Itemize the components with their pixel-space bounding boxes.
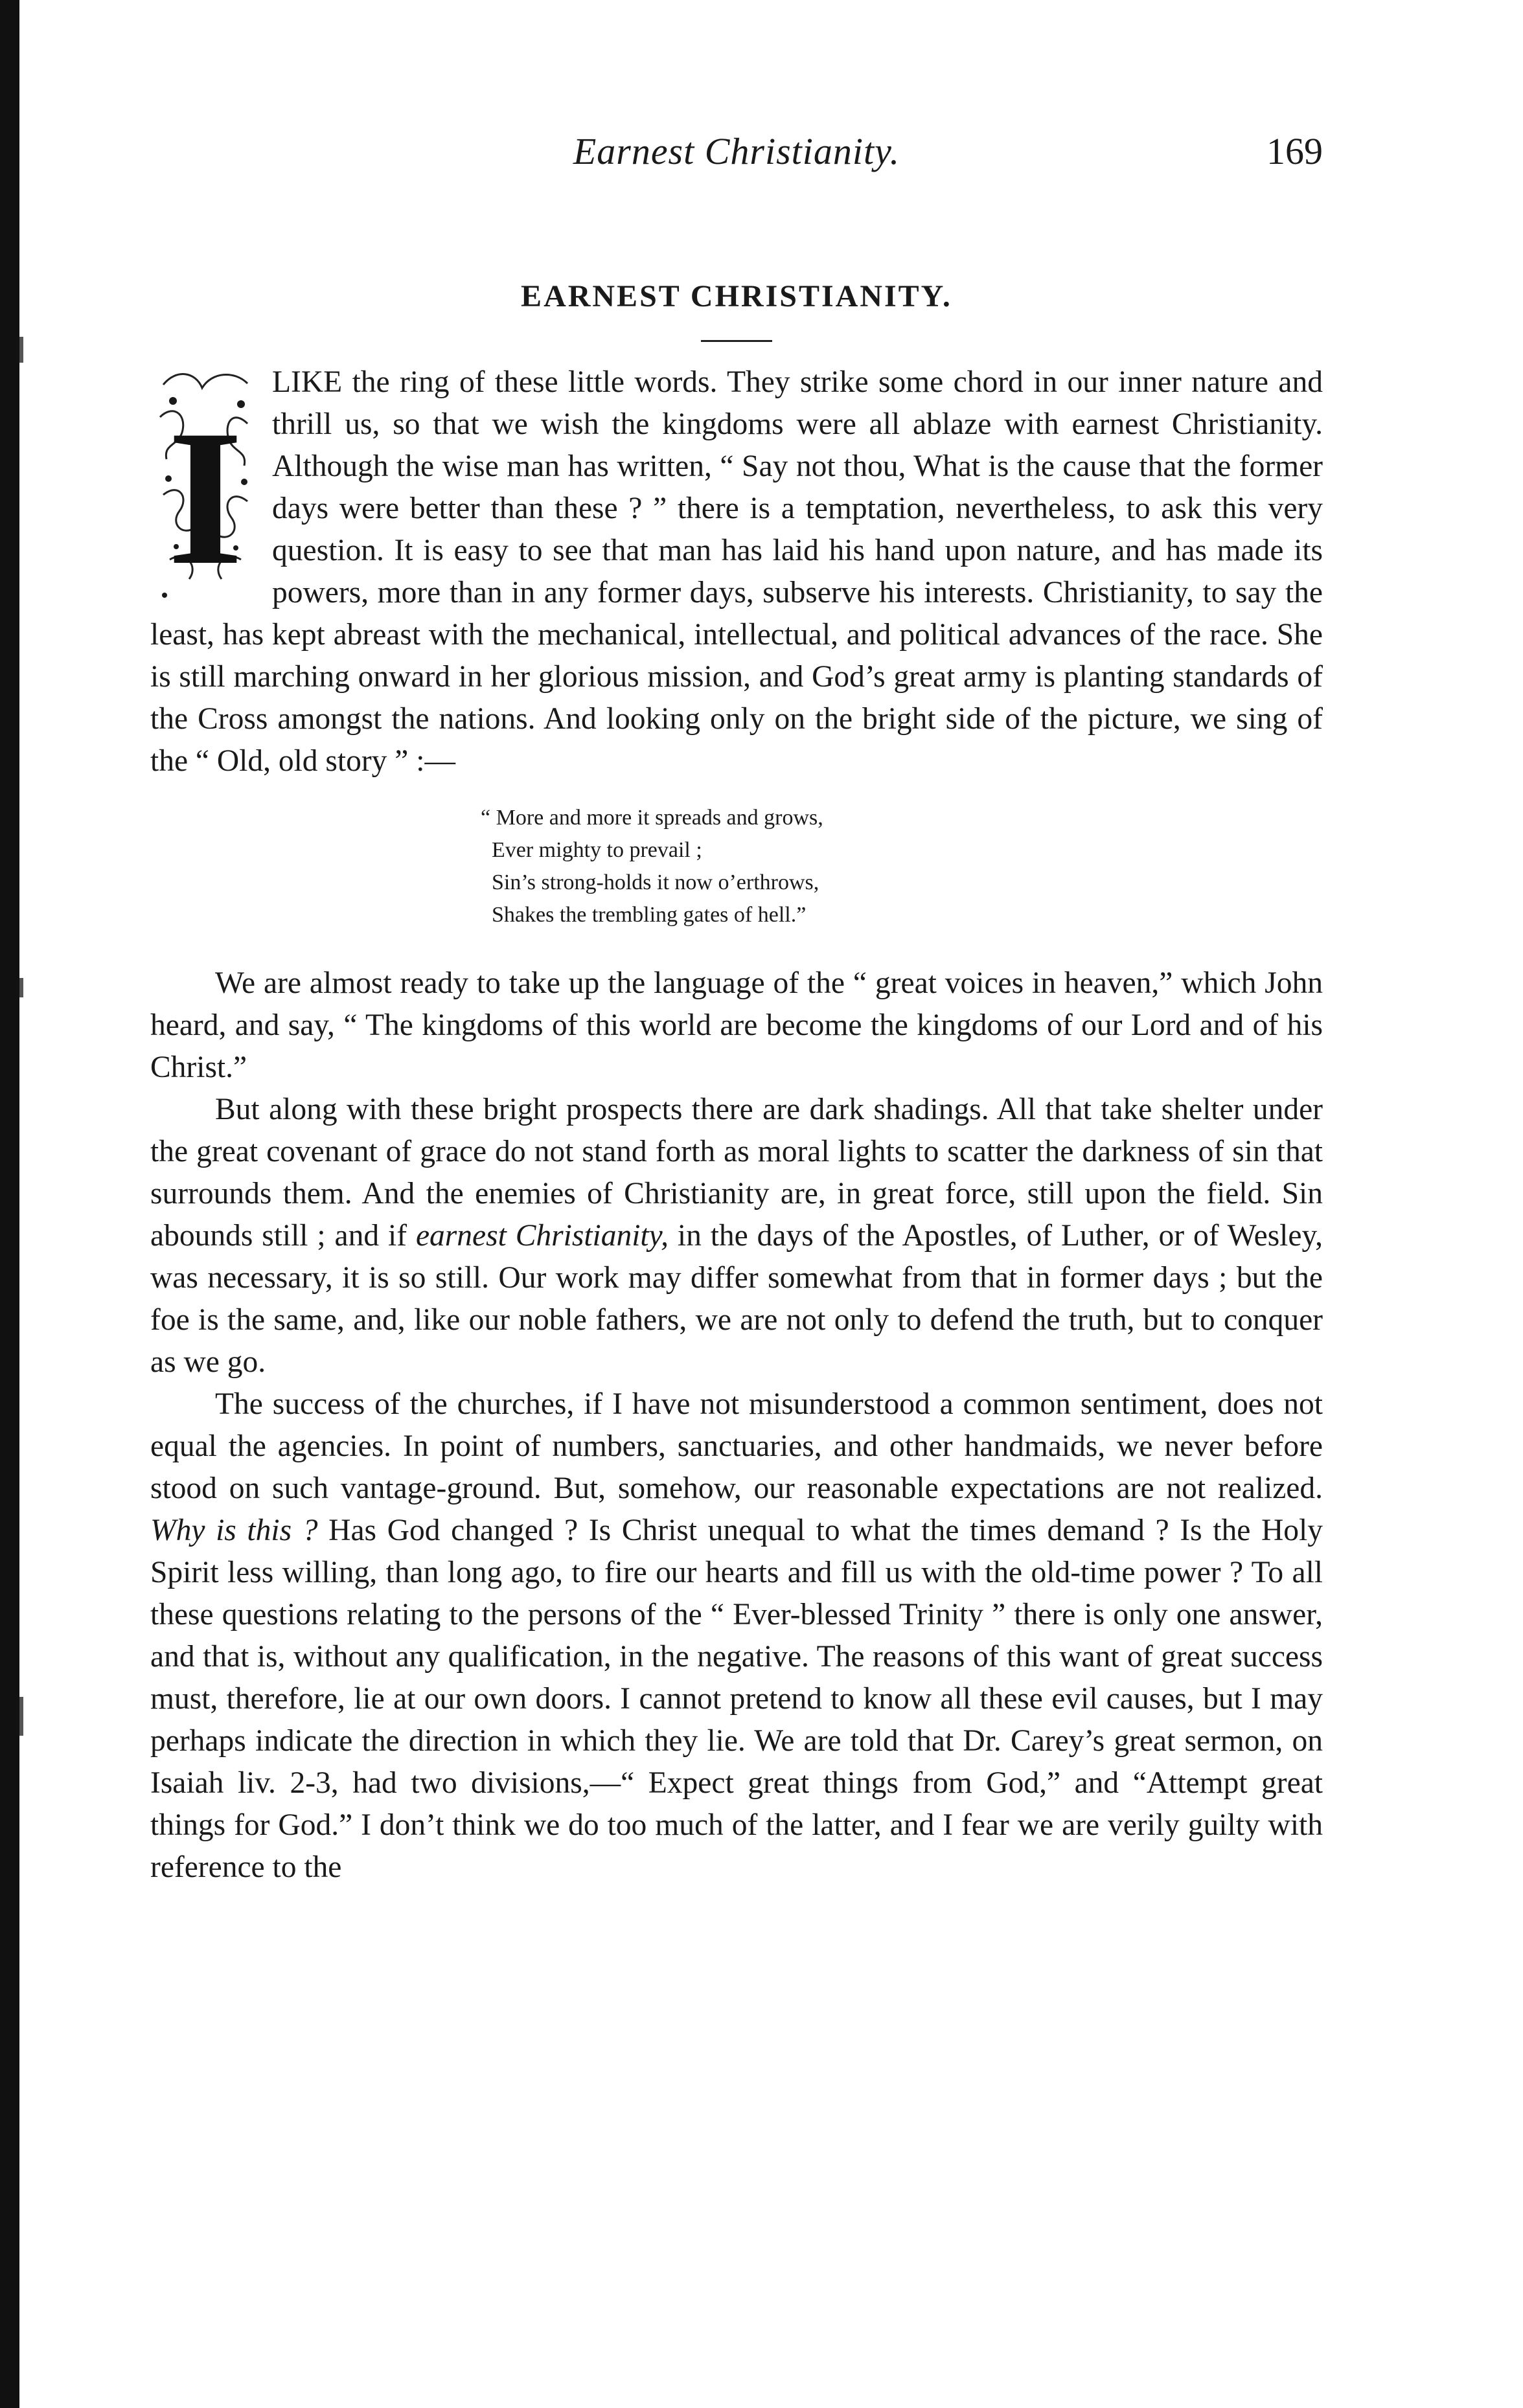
- verse-line-2: Ever mighty to prevail ;: [492, 838, 702, 862]
- article-body: [150, 361, 1323, 1889]
- dropcap-letter: I: [167, 390, 244, 605]
- verse-line-1: “ More and more it spreads and grows,: [481, 806, 823, 830]
- binding-speck: [19, 337, 23, 363]
- page-binding-edge: [0, 0, 19, 2408]
- verse-line-4: Shakes the trembling gates of hell.”: [492, 903, 807, 927]
- paragraph-1-text: LIKE the ring of these little words. They strike some chord in our inner nature and thrill us, so that we wish the kingdoms were all ablaze with earnest Christianity. Although the wise man has written, “ Say not thou, What is the cause that the former days were better than these ? ” there is a temptation, nevertheless, to ask this very question. It is easy to see that man has laid his hand upon nature, and has made its powers, more than in any former days, subserve his interests. Christianity, to say the least, has kept abreast with the mechanical, intellectual, and political advances of the race. She is still marching onward in her glorious mission, and God’s great army is planting standards of the Cross amongst the nations. And looking only on the bright side of the picture, we sing of the “ Old, old story ” :—: [150, 365, 1323, 778]
- ornamental-dropcap-i: [150, 365, 260, 605]
- paragraph-3-text-a: But along with these bright prospects there are dark shadings. All that take shelter under the great covenant of grace do not stand forth as moral lights to scatter the darkness of sin that surrounds them. And the enemies of Christianity are, in great force, still upon the field. Sin abounds still ; and if: [150, 1093, 1323, 1253]
- running-title: Earnest Christianity.: [573, 130, 900, 172]
- article-title: EARNEST CHRISTIANITY.: [521, 279, 952, 313]
- paragraph-3: [150, 1089, 1323, 1383]
- paragraph-1: [150, 361, 1323, 782]
- binding-speck: [19, 978, 23, 997]
- verse-quotation: [481, 802, 1323, 931]
- paragraph-4: [150, 1383, 1323, 1889]
- paragraph-4-text-a: The success of the churches, if I have not misunderstood a common sentiment, does not equal the agencies. In point of numbers, sanctuaries, and other handmaids, we never before stood on such vantage-ground. But, somehow, our reasonable expectations are not realized.: [150, 1387, 1323, 1505]
- title-rule: [701, 340, 772, 342]
- paragraph-3-italic: earnest Christianity,: [415, 1219, 669, 1253]
- book-page: [150, 117, 1323, 1889]
- page-number: 169: [1266, 130, 1323, 172]
- binding-speck: [19, 1697, 23, 1736]
- paragraph-3-text-b: in the days of the Apostles, of Luther, or of Wesley, was necessary, it is so still. Our work may differ somewhat from that in former days ; but the foe is the same, and, like our noble fathers, we are not only to defend the truth, but to conquer as we go.: [150, 1219, 1323, 1379]
- paragraph-2: We are almost ready to take up the language of the “ great voices in heaven,” which John heard, and say, “ The kingdoms of this world are become the kingdoms of our Lord and of his Christ.”: [150, 966, 1323, 1084]
- verse-line-3: Sin’s strong-holds it now o’erthrows,: [492, 870, 819, 894]
- paragraph-4-italic: Why is this ?: [150, 1514, 318, 1547]
- running-head: [150, 117, 1323, 188]
- paragraph-4-text-b: Has God changed ? Is Christ unequal to what the times demand ? Is the Holy Spirit less willing, than long ago, to fire our hearts and fill us with the old-time power ? To all these questions relating to the persons of the “ Ever-blessed Trinity ” there is only one answer, and that is, without any qualification, in the negative. The reasons of this want of great success must, therefore, lie at our own doors. I cannot pretend to know all these evil causes, but I may perhaps indicate the direction in which they lie. We are told that Dr. Carey’s great sermon, on Isaiah liv. 2-3, had two divisions,—“ Expect great things from God,” and “Attempt great things for God.” I don’t think we do too much of the latter, and I fear we are verily guilty with reference to the: [150, 1514, 1323, 1884]
